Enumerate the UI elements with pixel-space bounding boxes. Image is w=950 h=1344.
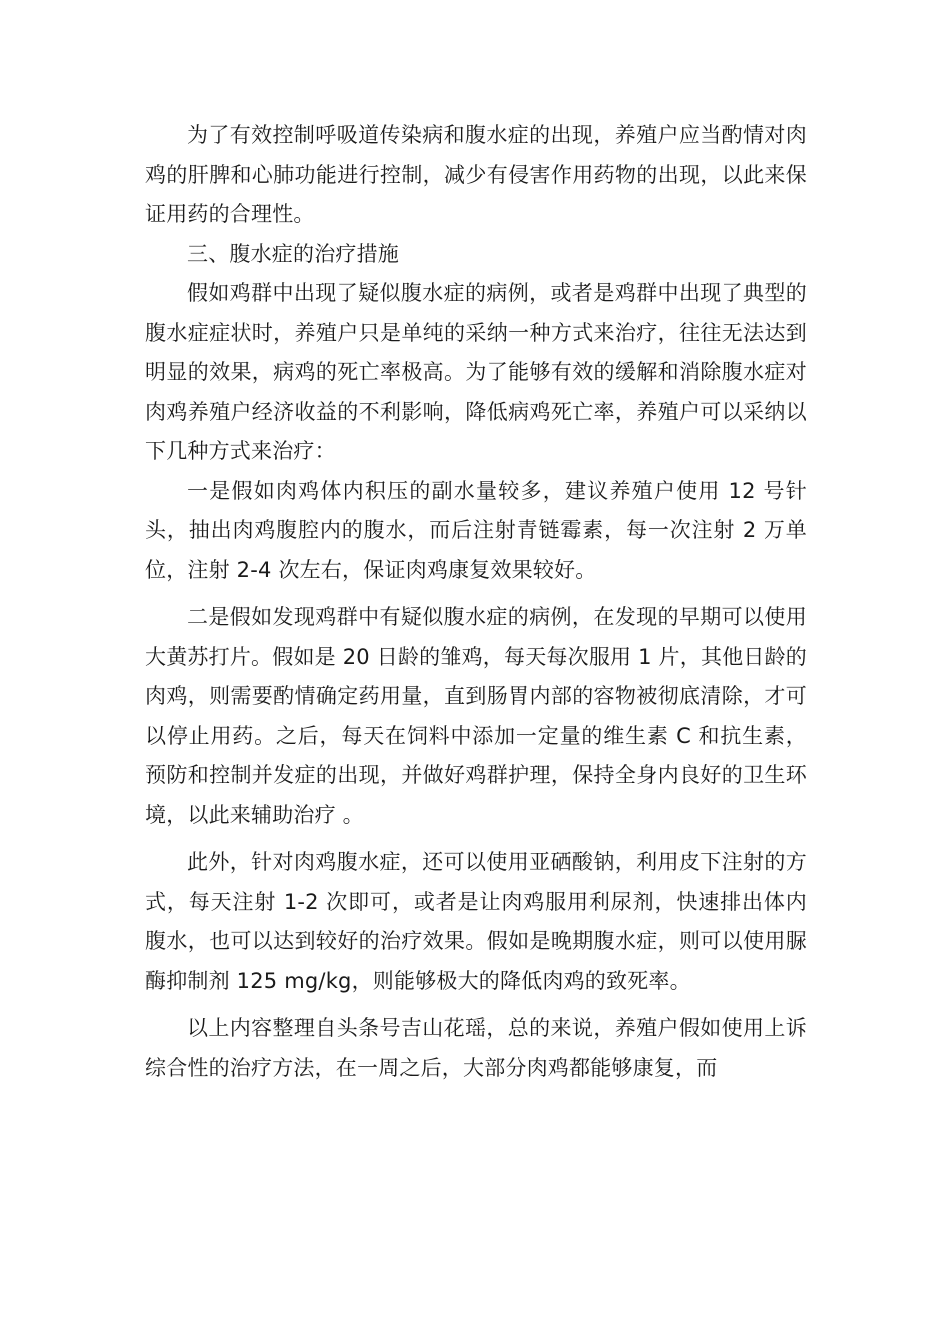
paragraph-additional-methods: 此外，针对肉鸡腹水症，还可以使用亚硒酸钠，利用皮下注射的方式，每天注射 1-2 次即可，或者是让肉鸡服用利尿剂，快速排出体内腹水，也可以达到较好的治疗效果。假如是晚期腹水症，则可以使用脲酶抑制剂 125 mg/kg，则能够极大的降低肉鸡的致死率。 <box>145 850 807 993</box>
paragraph-method-one: 一是假如肉鸡体内积压的副水量较多，建议养殖户使用 12 号针头，抽出肉鸡腹腔内的腹水，而后注射青链霉素，每一次注射 2 万单位，注射 2-4 次左右，保证肉鸡康复效果较好。 <box>145 478 807 582</box>
paragraph-summary: 以上内容整理自头条号吉山花瑶，总的来说，养殖户假如使用上诉综合性的治疗方法，在一周之后，大部分肉鸡都能够康复，而 <box>145 1016 807 1080</box>
document-body <box>145 116 807 1088</box>
paragraph-treatment-intro: 假如鸡群中出现了疑似腹水症的病例，或者是鸡群中出现了典型的腹水症症状时，养殖户只是单纯的采纳一种方式来治疗，往往无法达到明显的效果，病鸡的死亡率极高。为了能够有效的缓解和消除腹水症对肉鸡养殖户经济收益的不利影响，降低病鸡死亡率，养殖户可以采纳以下几种方式来治疗： <box>145 281 807 463</box>
paragraph-method-two: 二是假如发现鸡群中有疑似腹水症的病例，在发现的早期可以使用大黄苏打片。假如是 20 日龄的雏鸡，每天每次服用 1 片，其他日龄的肉鸡，则需要酌情确定药用量，直到肠胃内部的容物被彻底清除，才可以停止用药。之后，每天在饲料中添加一定量的维生素 C 和抗生素，预防和控制并发症的出现，并做好鸡群护理，保持全身内良好的卫生环境，以此来辅助治疗 。 <box>145 605 807 827</box>
paragraph-medication-control: 为了有效控制呼吸道传染病和腹水症的出现，养殖户应当酌情对肉鸡的肝脾和心肺功能进行控制，减少有侵害作用药物的出现，以此来保证用药的合理性。 <box>145 123 807 226</box>
section-heading-treatment: 三、腹水症的治疗措施 <box>187 241 399 266</box>
